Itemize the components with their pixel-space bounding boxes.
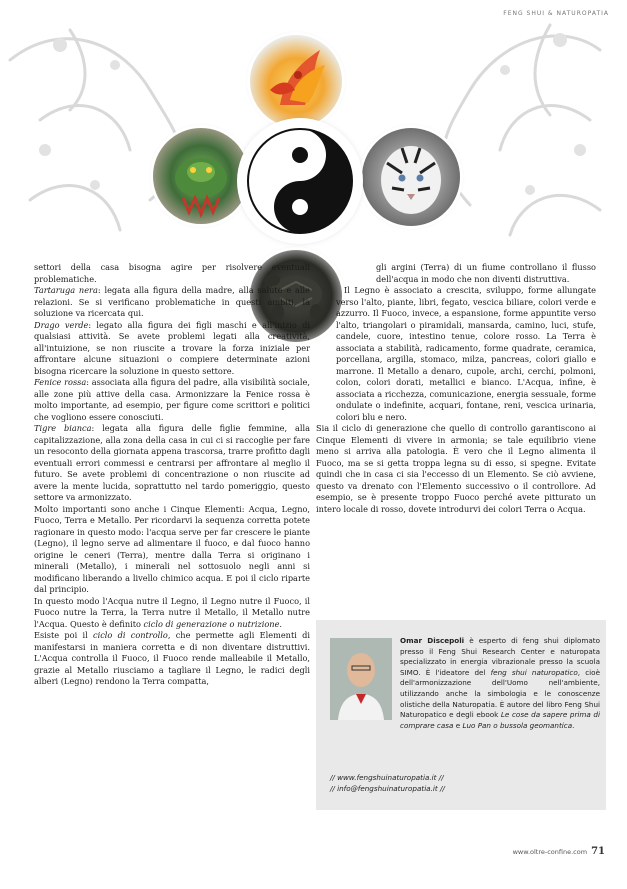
paragraph-text: Esiste poi il [34, 630, 93, 640]
paragraph-text: : legata alla figura delle figlie femmine, alla capitalizzazione, alla zona della casa in cui ci si raccoglie per fare un resoconto della giornata appena trascorsa, trarre profitto dagli eventuali errori commessi e centrarsi per affrontare al meglio il futuro. Se avete problemi di concentrazione o non riuscite ad avere la mente lucida, soprattutto nel tardo pomeriggio, questo settore va armonizzato. [34, 423, 310, 502]
paragraph-black-turtle [34, 285, 310, 320]
method-name: feng shui naturopatico [490, 667, 578, 677]
paragraph-red-phoenix [34, 377, 310, 423]
term-black-turtle: Tartaruga nera [34, 285, 98, 295]
dragon-image [153, 128, 249, 224]
yin-yang-symbol [241, 122, 359, 240]
bio-text: . [572, 720, 575, 730]
paragraph-five-elements [34, 504, 310, 596]
bio-text: è esperto di feng shui diplomato presso il Feng Shui Research Center e naturopata specializzato in energia vibrazionale presso la scuola [400, 636, 600, 667]
term-red-phoenix: Fenice rossa [34, 377, 87, 387]
paragraph-harmony: Sia il ciclo di generazione che quello di controllo garantiscono ai Cinque Elementi di vivere in armonia; se tale equilibrio viene meno si arriva alla patologia. È vero che il Legno alimenta il Fuoco, ma se si getta troppa legna su di esso, si spegne. Evitate quindi che in casa ci sia l'eccesso di un Elemento. Se ciò avviene, questo va drenato con l'Elemento successivo o il controllore. Ad esempio, se è presente troppo Fuoco perché avete pitturato un intero locale di rosso, dovete introdurvi dei colori Terra o Acqua. [316, 423, 596, 514]
term-green-dragon: Drago verde [34, 319, 89, 330]
paragraph-text: : legato alla figura dei figli maschi e all'inizio di qualsiasi attività. Se avete problemi legati alla creatività, all'intuizione, se non riuscite a trovare la forza iniziale per affrontare alcune situazioni o compiere determinate azioni bisogna ricercare la soluzione in questo settore. [34, 319, 310, 376]
author-name: Omar Discepoli [400, 636, 465, 645]
paragraph-text: Molto importanti sono anche i Cinque Elementi: Acqua, Legno, Fuoco, Terra e Metallo. Per ricordarvi la sequenza corretta potete ragionare in questo modo: l'acqua serve per far crescere le piante (Legno), il legno serve ad alimentare il fuoco, e dal fuoco hanno origine le ceneri (Terra), mentre dalla Terra si originano i minerali (Metallo), i minerali nel sottosuolo negli anni si modificano liberando a livello chimico acqua. E poi il ciclo riparte dal principio. [34, 503, 310, 594]
term-white-tiger: Tigre bianca [34, 423, 92, 433]
term-control-cycle: ciclo di controllo [92, 630, 168, 640]
bio-text: . È l'ideatore del [418, 667, 491, 677]
site-url[interactable]: www.oltre-confine.com [512, 848, 588, 856]
page-footer [513, 846, 605, 857]
phoenix-image [250, 35, 342, 127]
paragraph-text: settori della casa bisogna agire per risolvere eventuali problematiche. [34, 262, 310, 284]
bio-text: e [453, 720, 463, 730]
author-bio-box [316, 620, 606, 810]
paragraph: gli argini (Terra) di un fiume controllano il flusso dell'acqua in modo che non diventi distruttiva. [376, 262, 596, 284]
paragraph-control-cycle [34, 630, 310, 688]
section-header: FENG SHUI & NATUROPATIA [503, 10, 609, 17]
paragraph-text: . [279, 618, 283, 629]
bio-links [330, 772, 445, 794]
paragraph-text: : associata alla figura del padre, alla visibilità sociale, alle zone più attive della casa. Armonizzare la Fenice rossa è molto importante, ad esempio, per figure come scrittori e politici che vogliono essere conosciuti. [34, 377, 310, 422]
author-bio-text [324, 636, 600, 731]
term-generation-cycle: ciclo di generazione o nutrizione [143, 618, 280, 629]
paragraph-text: : legata alla figura della madre, alla salute e alle relazioni. Se si verificano problematiche in questi ambiti, la soluzione va ricercata qui. [34, 285, 310, 318]
website-link[interactable]: // www.fengshuinaturopatia.it // [330, 773, 444, 782]
paragraph-text: , che permette agli Elementi di manifestarsi in maniera corretta e di non diventare distruttivi. L'Acqua controlla il Fuoco, il Fuoco rende malleabile il Metallo, grazie al Metallo riusciamo a tagliare il Legno, le radici degli alberi (Legno) rendono la Terra compatta, [34, 630, 310, 686]
paragraph-white-tiger [34, 423, 310, 504]
email-link[interactable]: // info@fengshuinaturopatia.it // [330, 784, 445, 793]
ebook-title: Luo Pan o bussola geomantica [462, 720, 573, 730]
ebook-title: Le cose da sapere prima di comprare casa [400, 710, 600, 730]
paragraph [34, 262, 310, 285]
right-column [316, 262, 596, 515]
paragraph-elements: Il Legno è associato a crescita, sviluppo, forme allungate verso l'alto, piante, libri, fegato, vescica biliare, colori verde e azzurro. Il Fuoco, invece, a espansione, forme appuntite verso l'alto, triangolari o piramidali, mansarda, camino, luci, stufe, candele, cuore, intestino tenue, colore rosso. La Terra è associata a stabilità, radicamento, forme quadrate, ceramica, porcellana, argilla, stomaco, milza, pancreas, colori giallo e marrone. Il Metallo a denaro, cupole, archi, cerchi, polmoni, colon, colori dorati, metallici e bianco. L'Acqua, infine, è associata a ricchezza, comunicazione, energia sessuale, forme ondulate o indefinite, acquari, fontane, reni, vescica urinaria, colori blu e nero. [336, 285, 596, 422]
paragraph-text: In questo modo l'Acqua nutre il Legno, il Legno nutre il Fuoco, il Fuoco nutre la Terra, la Terra nutre il Metallo, il Metallo nutre l'Acqua. Questo è definito [34, 595, 310, 629]
bio-text: , cioè dell'armonizzazione dell'Uomo nell'ambiente, utilizzando anche la simbologia e le conoscenze olistiche della Naturopatia. È autore del libro Feng Shui Naturopatico e degli ebook [400, 667, 600, 720]
paragraph-green-dragon [34, 320, 310, 378]
school-name: SIMO [400, 667, 419, 677]
tiger-image [362, 128, 460, 226]
left-column [34, 262, 310, 688]
page-number: 71 [591, 846, 605, 857]
paragraph-generation-cycle [34, 596, 310, 631]
